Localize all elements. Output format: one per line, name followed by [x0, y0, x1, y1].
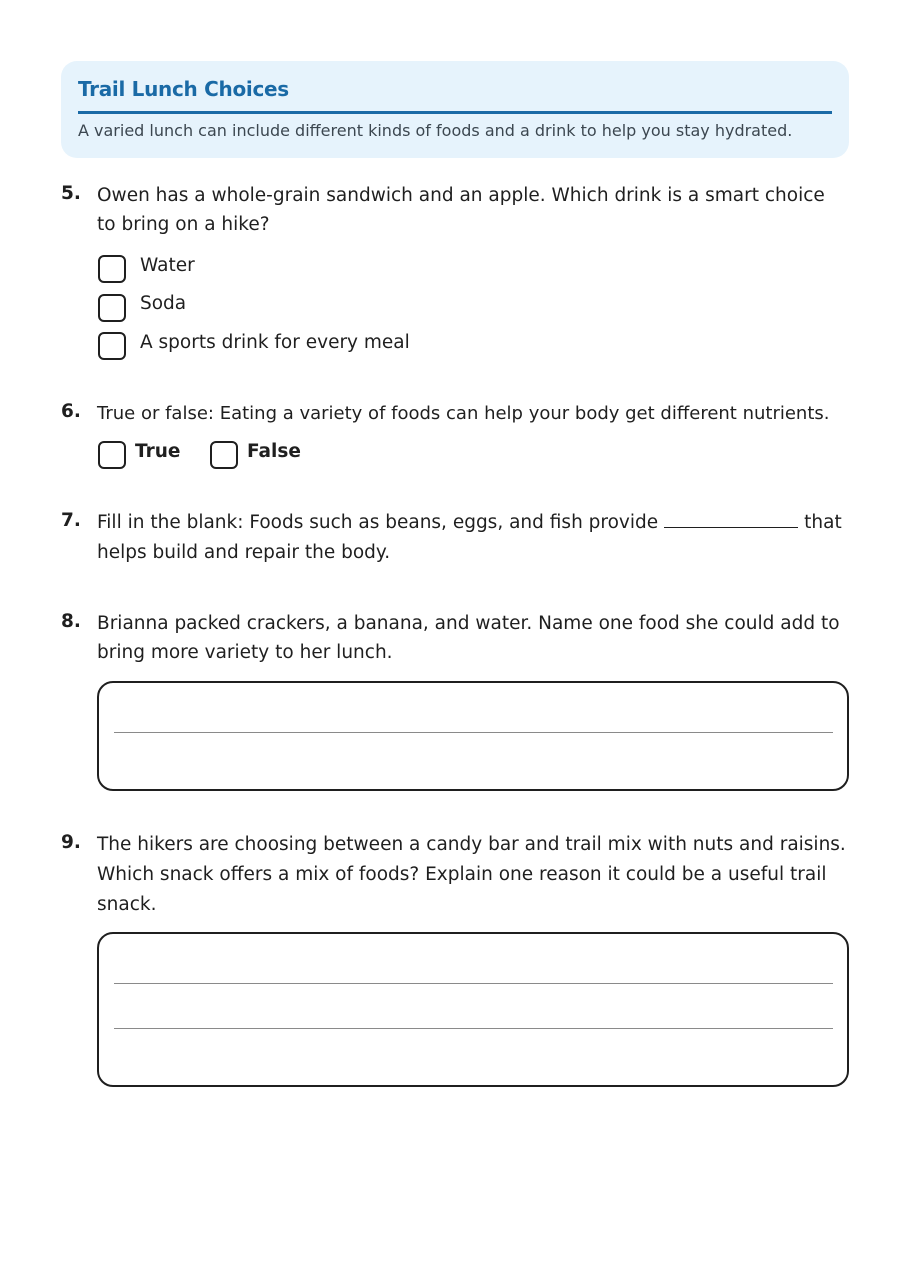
q5-option-sports-drink-label: A sports drink for every meal: [140, 332, 410, 353]
q5-option-sports-drink-checkbox[interactable]: [98, 332, 126, 360]
info-banner: [61, 61, 849, 158]
question-7-text-before: Fill in the blank: Foods such as beans, eggs, and fish provide: [97, 512, 659, 533]
q9-answer-line-2: [114, 1028, 833, 1029]
question-8-number: 8.: [61, 611, 81, 632]
q9-answer-line-1: [114, 983, 833, 984]
q5-option-water-checkbox[interactable]: [98, 255, 126, 283]
question-6-number: 6.: [61, 401, 81, 422]
q6-false-checkbox[interactable]: [210, 441, 238, 469]
q8-answer-line: [114, 732, 833, 733]
banner-divider: [78, 111, 832, 114]
banner-title: Trail Lunch Choices: [78, 77, 289, 101]
question-9-text: The hikers are choosing between a candy bar and trail mix with nuts and raisins. Which snack offers a mix of foods? Explain one reason it could be a useful trail snack.: [97, 834, 846, 915]
banner-subtitle: A varied lunch can include different kinds of foods and a drink to help you stay hydrated.: [78, 121, 793, 140]
q9-answer-box[interactable]: [97, 932, 849, 1087]
q6-true-checkbox[interactable]: [98, 441, 126, 469]
q5-option-soda-label: Soda: [140, 293, 187, 314]
question-7-text: [97, 508, 847, 568]
q7-fill-blank[interactable]: [664, 509, 798, 529]
question-9-number: 9.: [61, 832, 81, 853]
question-8-text: Brianna packed crackers, a banana, and water. Name one food she could add to bring more variety to her lunch.: [97, 613, 840, 663]
q5-option-soda-checkbox[interactable]: [98, 294, 126, 322]
q8-answer-box[interactable]: [97, 681, 849, 791]
question-5-text: Owen has a whole-grain sandwich and an apple. Which drink is a smart choice to bring on a hike?: [97, 185, 825, 235]
q6-true-label: True: [135, 441, 181, 462]
q5-option-water-label: Water: [140, 255, 195, 276]
question-7-text-after: that helps build and repair the body.: [97, 512, 842, 563]
q6-false-label: False: [247, 441, 301, 462]
question-7-number: 7.: [61, 510, 81, 531]
question-6-text: True or false: Eating a variety of foods can help your body get different nutrients.: [97, 403, 830, 424]
question-5-number: 5.: [61, 183, 81, 204]
